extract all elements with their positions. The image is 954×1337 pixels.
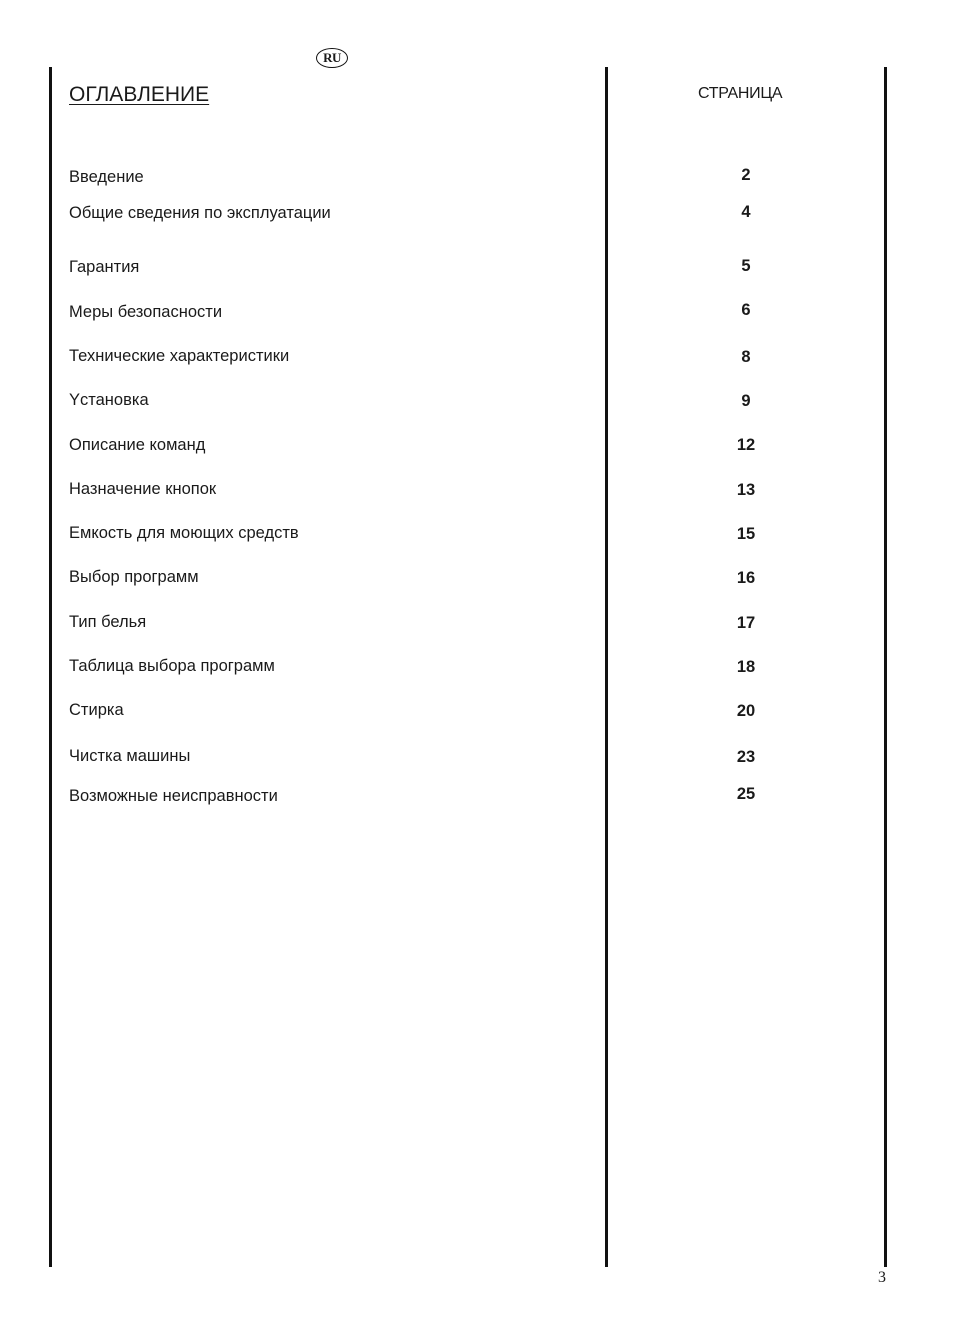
language-badge: RU [316, 48, 348, 68]
toc-item-label[interactable]: Таблица выбора программ [69, 657, 275, 675]
toc-item-page[interactable]: 8 [741, 348, 751, 366]
toc-item-label[interactable]: Назначение кнопок [69, 480, 217, 498]
footer-page-number: 3 [878, 1269, 886, 1286]
toc-item-page[interactable]: 9 [741, 392, 751, 410]
toc-item-page[interactable]: 25 [736, 785, 756, 803]
toc-item-page[interactable]: 12 [736, 436, 756, 454]
page-column-heading: СТРАНИЦА [698, 85, 783, 102]
toc-item-page[interactable]: 2 [741, 166, 751, 184]
toc-item-page[interactable]: 16 [736, 569, 756, 587]
toc-item-page[interactable]: 23 [736, 748, 756, 766]
toc-item-label[interactable]: Чистка машины [69, 747, 191, 765]
toc-item-label[interactable]: Технические характеристики [69, 347, 290, 365]
page-title: ОГЛАВЛЕНИЕ [69, 83, 210, 106]
toc-item-page[interactable]: 18 [736, 658, 756, 676]
toc-item-label[interactable]: Емкость для моющих средств [69, 524, 299, 542]
toc-item-label[interactable]: Выбор программ [69, 568, 199, 586]
toc-item-label[interactable]: Тип белья [69, 613, 147, 631]
left-border-line [49, 67, 52, 1267]
toc-item-page[interactable]: 6 [741, 301, 751, 319]
column-divider-line [605, 67, 608, 1267]
toc-item-label[interactable]: Yстановка [69, 391, 149, 409]
toc-item-label[interactable]: Общие сведения по эксплуатации [69, 204, 331, 222]
toc-item-label[interactable]: Стирка [69, 701, 124, 719]
toc-item-label[interactable]: Гарантия [69, 258, 140, 276]
toc-item-page[interactable]: 15 [736, 525, 756, 543]
toc-item-page[interactable]: 4 [741, 203, 751, 221]
toc-item-label[interactable]: Описание команд [69, 436, 206, 454]
toc-item-page[interactable]: 20 [736, 702, 756, 720]
toc-item-label[interactable]: Введение [69, 168, 144, 186]
toc-item-page[interactable]: 13 [736, 481, 756, 499]
right-border-line [884, 67, 887, 1267]
toc-item-page[interactable]: 5 [741, 257, 751, 275]
toc-item-label[interactable]: Возможные неисправности [69, 787, 278, 805]
toc-item-page[interactable]: 17 [736, 614, 756, 632]
toc-item-label[interactable]: Меры безопасности [69, 303, 223, 321]
